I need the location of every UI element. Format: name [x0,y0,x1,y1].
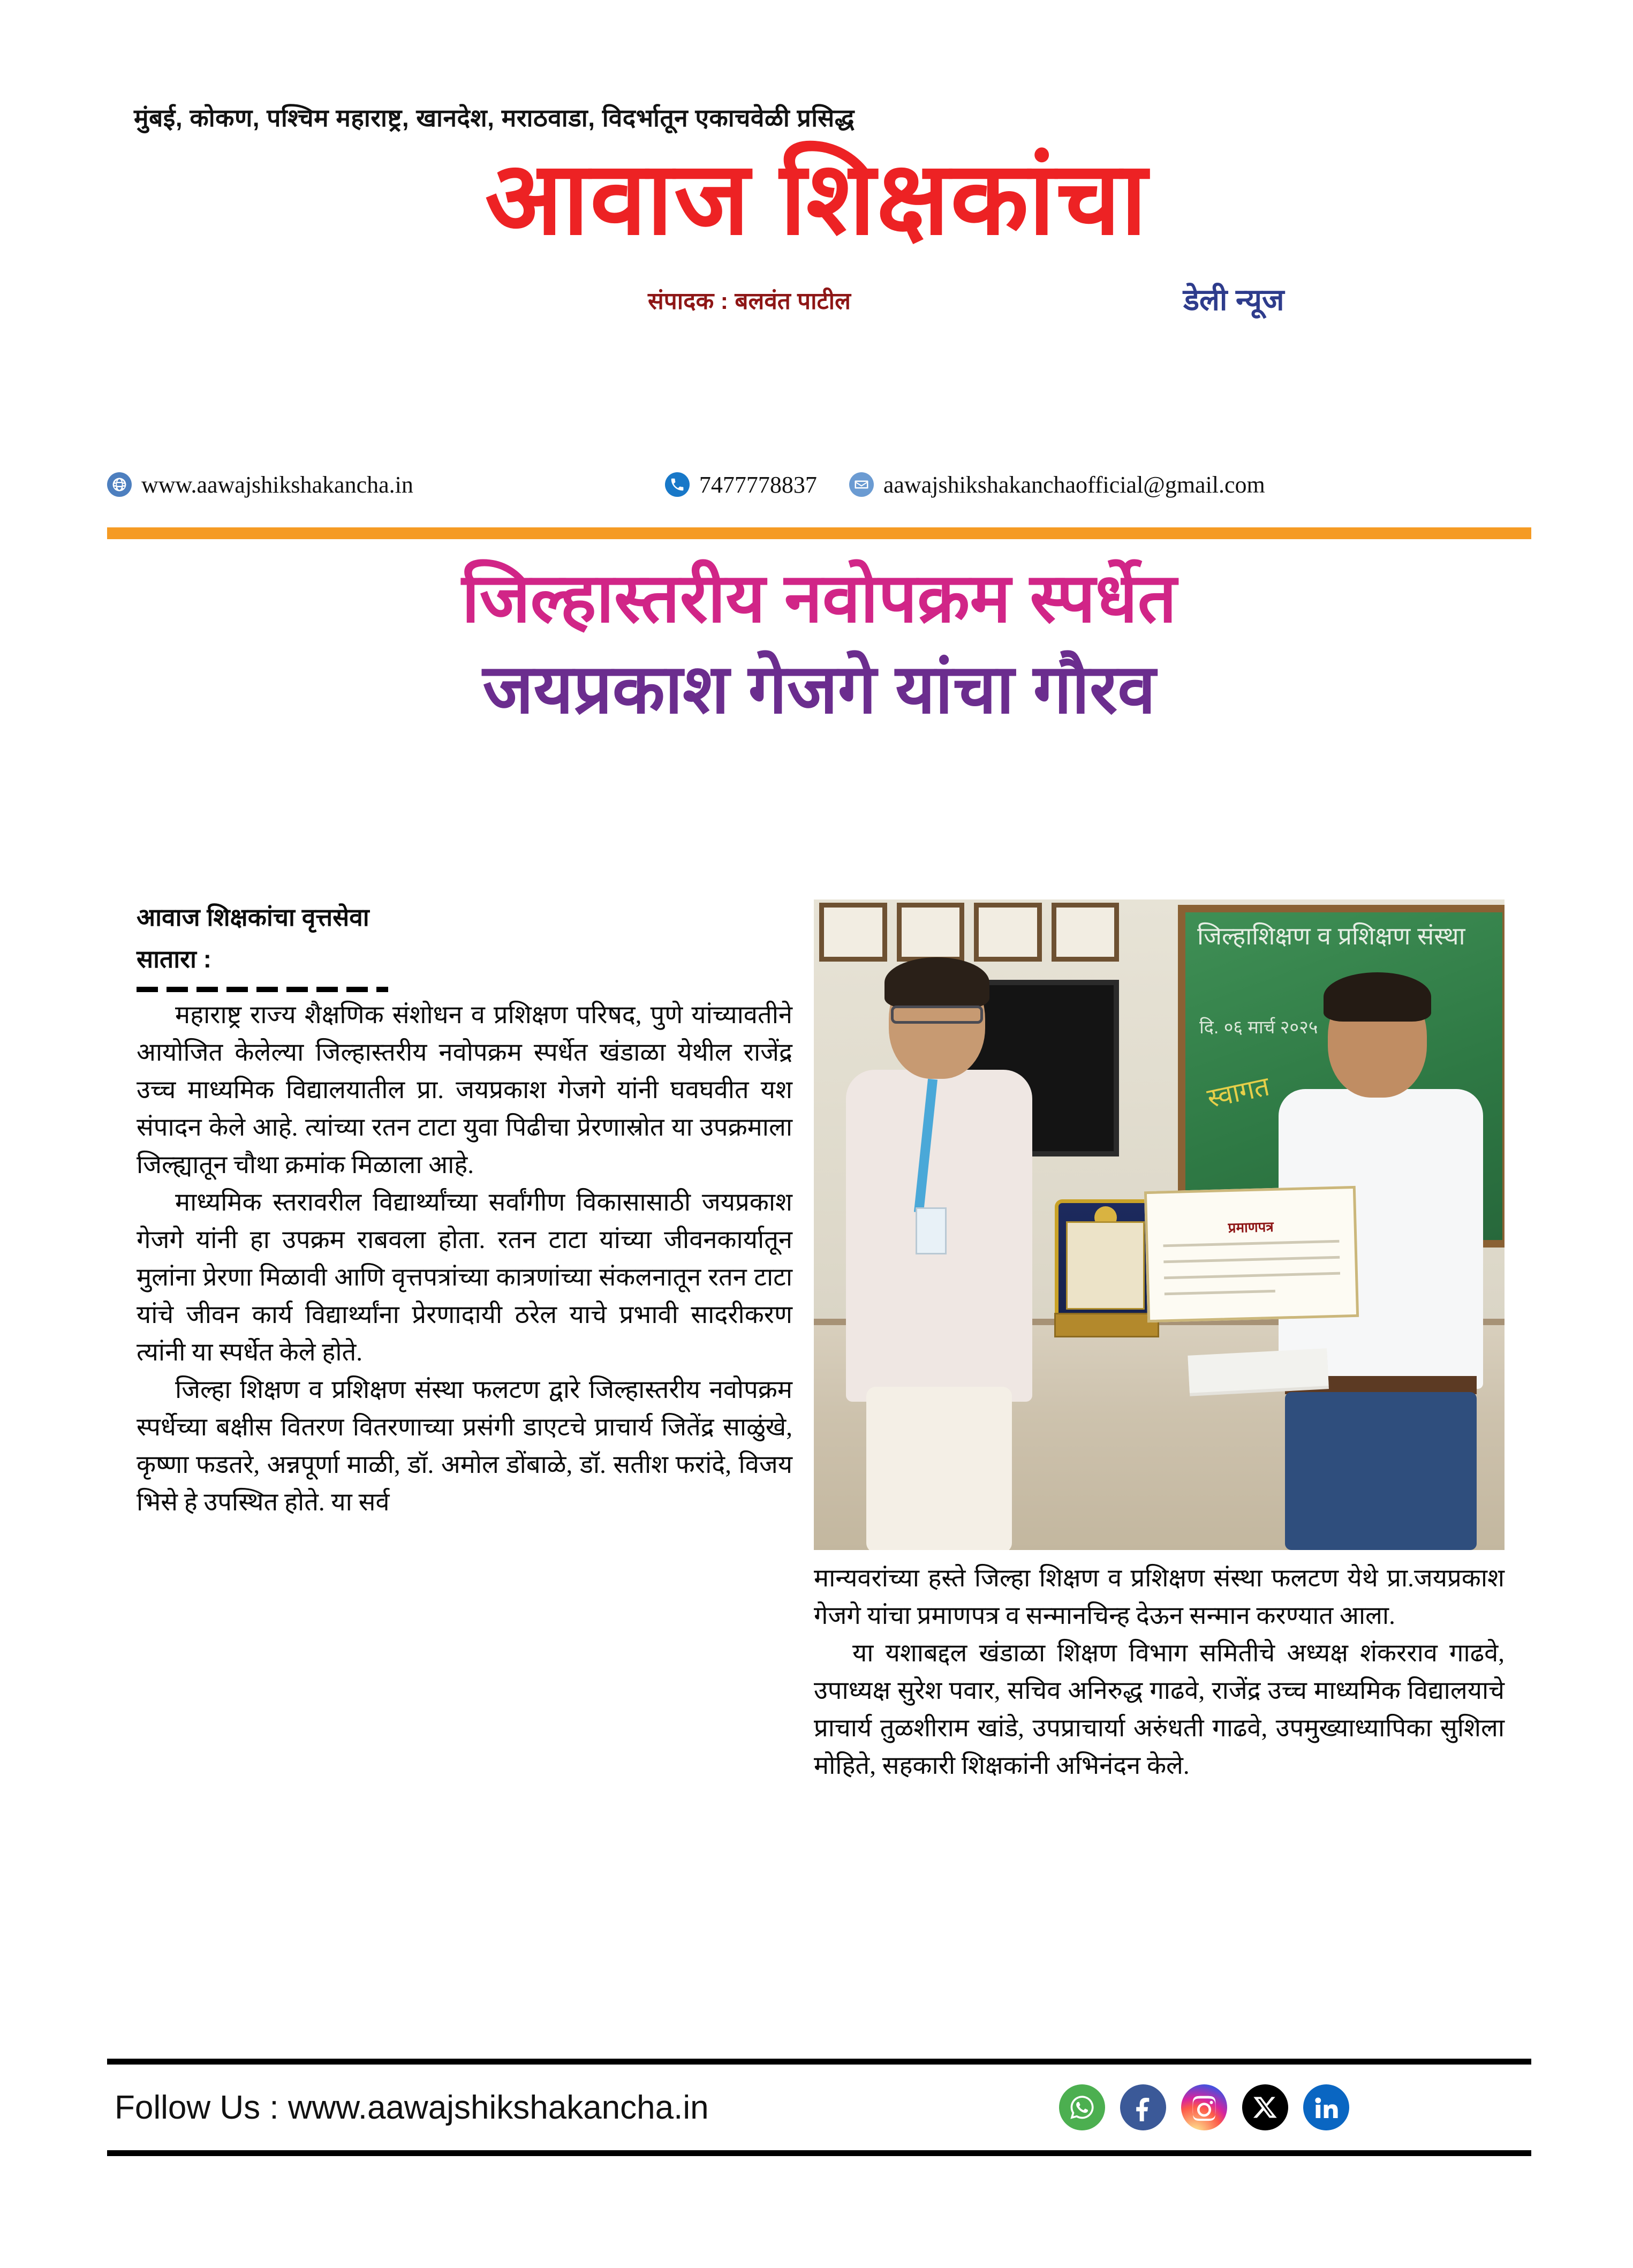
phone-icon [665,472,690,497]
footer-rule-top [107,2059,1531,2065]
contact-website[interactable] [107,471,413,498]
photo-person-left [835,964,1049,1550]
paragraph: माध्यमिक स्तरावरील विद्यार्थ्यांच्या सर्वांगीण विकासासाठी जयप्रकाश गेजगे यांनी हा उपक्रम राबवला होता. रतन टाटा यांच्या जीवनकार्यातून मुलांना प्रेरणा मिळावी आणि वृत्तपत्रांच्या कात्रणांच्या संकलनातून रतन टाटा यांचे जीवन कार्य विद्यार्थ्यांना प्रेरणादायी ठरेल याचे प्रभावी सादरीकरण त्यांनी या स्पर्धेत केले होते. [137,1188,792,1366]
certificate-line [1163,1256,1340,1264]
masthead-strapline: मुंबई, कोकण, पश्चिम महाराष्ट्र, खानदेश, मराठवाडा, विदर्भातून एकाचवेळी प्रसिद्ध [134,104,855,132]
framed-picture [974,903,1042,962]
paper-title: आवाज शिक्षकांचा [485,141,1148,255]
framed-picture [819,903,887,962]
footer [107,2059,1531,2156]
mail-icon [849,472,874,497]
dateline: सातारा : [137,944,211,973]
footer-content [107,2065,1531,2150]
contact-website-text: www.aawajshikshakancha.in [141,471,413,498]
masthead [0,0,1633,332]
contact-phone[interactable] [665,471,817,498]
photo-wall-frames [819,903,1119,962]
headline-line-2: जयप्रकाश गेजगे यांचा गौरव [482,651,1156,728]
caption-text: मान्यवरांच्या हस्ते जिल्हा शिक्षण व प्रशिक्षण संस्था फलटण येथे प्रा.जयप्रकाश गेजगे यांचा प्रमाणपत्र व सन्मानचिन्ह देऊन सन्मान करण्यात आला. [814,1564,1505,1630]
linkedin-icon[interactable] [1303,2084,1349,2130]
editor-credit: संपादक : बलवंत पाटील [648,288,851,314]
certificate-line [1165,1290,1275,1295]
instagram-icon[interactable] [1181,2084,1227,2130]
person-id-badge [916,1207,947,1254]
masthead-subrow [107,284,1526,332]
x-icon[interactable] [1242,2084,1288,2130]
left-body-text [137,996,792,1521]
paragraph: महाराष्ट्र राज्य शैक्षणिक संशोधन व प्रशिक्षण परिषद, पुणे यांच्यावतीने आयोजित केलेल्या जिल्हास्तरीय नवोपक्रम स्पर्धेत खंडाळा येथील राजेंद्र उच्च माध्यमिक विद्यालयातील प्रा. जयप्रकाश गेजगे यांनी घवघवीत यश संपादन केले आहे. त्यांच्या रतन टाटा युवा पिढीचा प्रेरणास्रोत या उपक्रमाला जिल्ह्यातून चौथा क्रमांक मिळाला आहे. [137,1001,792,1179]
facebook-icon[interactable] [1120,2084,1166,2130]
headline [107,557,1531,731]
orange-divider [107,527,1531,539]
certificate-line [1163,1240,1339,1248]
byline: आवाज शिक्षकांचा वृत्तसेवा [137,903,369,931]
headline-line-1: जिल्हास्तरीय नवोपक्रम स्पर्धेत [462,560,1177,637]
blackboard-date: दि. ०६ मार्च २०२५ [1199,1017,1318,1038]
person-hair [1324,972,1431,1022]
contact-email-text: aawajshikshakanchaofficial@gmail.com [883,471,1265,498]
paragraph: या यशाबद्दल खंडाळा शिक्षण विभाग समितीचे अध्यक्ष शंकरराव गाढवे, उपाध्यक्ष सुरेश पवार, सचिव अनिरुद्ध गाढवे, राजेंद्र उच्च माध्यमिक विद्यालयाचे प्राचार्य तुळशीराम खांडे, उपप्राचार्या अरुंधती गाढवे, उपमुख्याध्यापिका सुशिला मोहिते, सहकारी शिक्षकांनी अभिनंदन केले. [814,1639,1505,1780]
dash-separator [137,987,388,992]
contact-phone-text: 7477778837 [699,471,817,498]
masthead-title-row [107,141,1526,292]
person-glasses [891,1006,983,1024]
blackboard-text: जिल्हाशिक्षण व प्रशिक्षण संस्था [1197,922,1465,950]
follow-us-text: Follow Us : www.aawajshikshakancha.in [115,2089,709,2126]
whatsapp-icon[interactable] [1059,2084,1105,2130]
contact-email[interactable] [849,471,1265,498]
article-columns [107,899,1531,2040]
person-jeans [1285,1392,1477,1550]
framed-picture [897,903,965,962]
globe-icon [107,472,132,497]
photo-certificate [1144,1186,1359,1322]
social-links [1059,2084,1526,2130]
daily-news-label: डेली न्यूज [1183,282,1284,316]
paragraph: जिल्हा शिक्षण व प्रशिक्षण संस्था फलटण द्वारे जिल्हास्तरीय नवोपक्रम स्पर्धेच्या बक्षीस वितरण वितरणाच्या प्रसंगी डाएटचे प्राचार्य जितेंद्र साळुंखे, कृष्णा फडतरे, अन्नपूर्णा माळी, डॉ. अमोल डोंबाळे, डॉ. सतीश फरांदे, विजय भिसे हे उपस्थित होते. या सर्व [137,1375,792,1516]
person-legs [866,1387,1012,1550]
article-photo [814,899,1505,1550]
right-body-text [814,1635,1505,1785]
plaque-nameplate [1054,1313,1159,1337]
photo-award-plaque [1055,1199,1156,1322]
certificate-line [1164,1272,1340,1280]
person-hair [884,957,989,1008]
blackboard-greeting: स्वागत [1204,1071,1272,1114]
framed-picture [1052,903,1120,962]
photo-papers [1188,1348,1328,1393]
left-column [137,899,792,1521]
contact-bar [107,466,1526,503]
footer-rule-bottom [107,2150,1531,2156]
plaque-face [1066,1221,1145,1310]
certificate-title: प्रमाणपत्र [1228,1218,1274,1236]
photo-caption [814,1560,1505,1635]
right-column [814,899,1505,1785]
